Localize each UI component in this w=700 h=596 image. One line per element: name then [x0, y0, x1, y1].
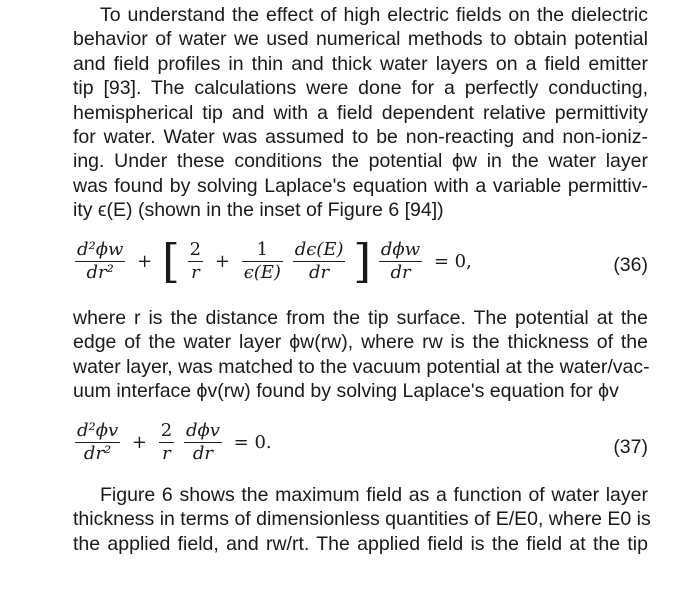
text-line: was found by solving Laplace's equation with a variable permittiv-: [73, 174, 648, 197]
text-line: To understand the effect of high electric fields on the dielectric: [100, 4, 648, 26]
fraction-d2phiv-dr2: [75, 420, 120, 465]
fraction-d2phiw-dr2: [75, 239, 125, 284]
text-line: the applied field, and rw/rt. The applied field is the field at the tip: [73, 532, 648, 555]
numerator: dϵ(E): [294, 238, 344, 260]
fraction-1-epsilon: [242, 239, 283, 284]
fraction-dphiv-dr: [184, 420, 222, 465]
paragraph-boundary: [73, 306, 648, 404]
equation-number: (37): [613, 436, 648, 458]
plus-sign: +: [131, 432, 148, 453]
text-line: uum interface ϕv(rw) found by solving Laplace's equation for ϕv: [73, 380, 619, 403]
text-line: and field profiles in thin and thick water layers on a field emitter: [73, 52, 648, 75]
numerator: 2: [189, 238, 202, 260]
left-bracket: [: [161, 234, 180, 288]
text-line: ing. Under these conditions the potential ϕw in the water layer: [73, 150, 648, 173]
paragraph-intro: [73, 3, 648, 223]
denominator: dr: [309, 261, 330, 283]
text-line: edge of the water layer ϕw(rw), where rw is the thickness of the: [73, 331, 648, 354]
numerator: 1: [242, 239, 283, 262]
equation-number: (36): [613, 254, 648, 276]
denominator: dr: [390, 261, 411, 283]
equals-zero: = 0,: [433, 250, 472, 272]
paragraph-figure6: [73, 483, 651, 556]
text-line: behavior of water we used numerical methods to obtain potential: [73, 28, 648, 51]
equation-37: [73, 420, 648, 476]
text-line: where r is the distance from the tip surface. The potential at the: [73, 307, 648, 329]
fraction-2-r: [159, 420, 174, 465]
numerator: d²ϕv: [77, 420, 119, 441]
fraction-dphiw-dr: [379, 239, 422, 284]
equation-36: [73, 234, 648, 294]
text-line: for water. Water was assumed to be non-reacting and non-ioniz-: [73, 125, 648, 148]
equals-zero: = 0.: [233, 432, 272, 453]
denominator: dr²: [83, 443, 112, 464]
fraction-2-r: [188, 239, 203, 284]
numerator: dϕw: [380, 238, 421, 260]
numerator: d²ϕw: [77, 238, 124, 260]
text-line: ity ϵ(E) (shown in the inset of Figure 6 [94]): [73, 199, 444, 222]
text-line: tip [93]. The calculations were done for a perfectly conducting,: [73, 77, 648, 100]
denominator: ϵ(E): [243, 261, 281, 283]
denominator: r: [191, 261, 200, 283]
denominator: dr²: [86, 261, 114, 283]
text-line: thickness in terms of dimensionless quantities of E/E0, where E0 is: [73, 508, 651, 531]
fraction-depsilon-dr: [293, 239, 346, 284]
plus-sign: +: [137, 250, 153, 272]
numerator: dϕv: [185, 420, 220, 441]
right-bracket: ]: [353, 234, 372, 288]
text-line: hemispherical tip and with a field dependent relative permittivity: [73, 101, 648, 124]
denominator: r: [162, 443, 171, 464]
text-line: Figure 6 shows the maximum field as a function of water layer: [100, 484, 648, 506]
denominator: dr: [192, 443, 213, 464]
numerator: 2: [160, 420, 173, 441]
text-line: water layer, was matched to the vacuum potential at the water/vac-: [73, 355, 650, 378]
plus-sign: +: [214, 250, 230, 272]
